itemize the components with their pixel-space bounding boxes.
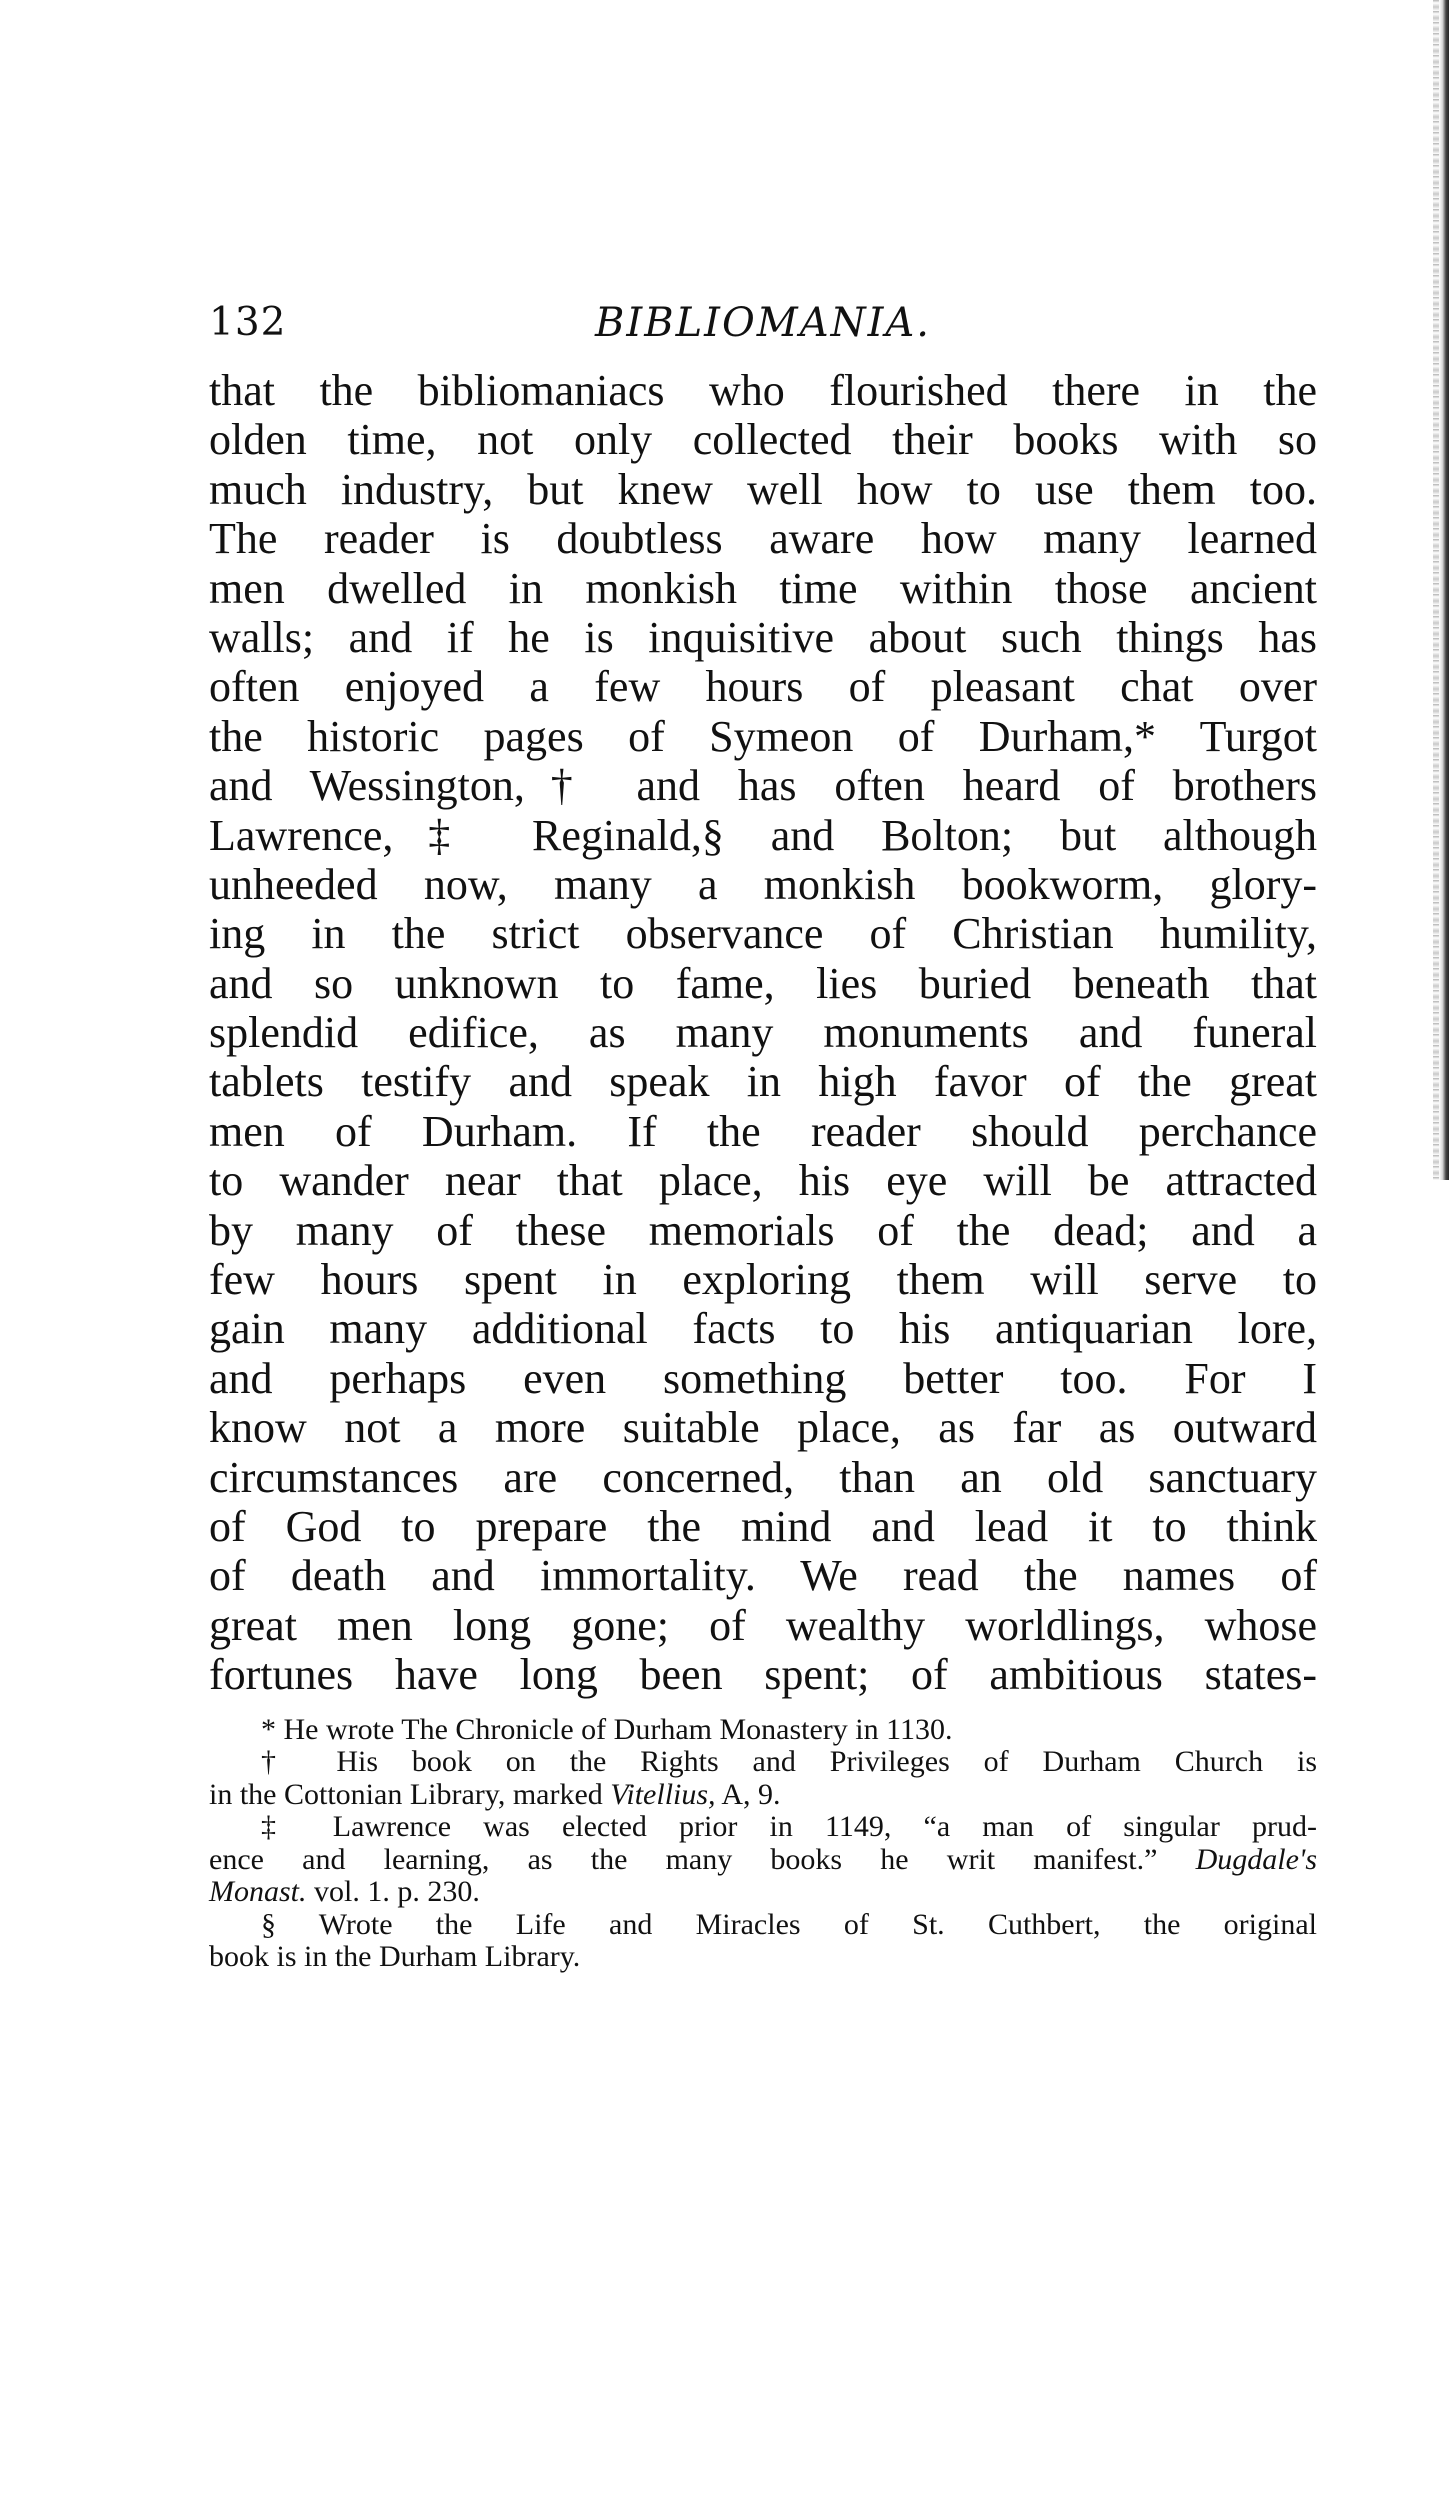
body-line: circumstances are concerned, than an old sanctuary bbox=[209, 1452, 1317, 1502]
running-title: BIBLIOMANIA. bbox=[595, 300, 931, 346]
body-line: to wander near that place, his eye will be attracted bbox=[209, 1156, 1317, 1206]
footnote-text: ence and learning, as the many books he writ manifest.” bbox=[209, 1842, 1196, 1876]
body-line: fortunes have long been spent; of ambitious states- bbox=[209, 1650, 1317, 1700]
body-line: often enjoyed a few hours of pleasant chat over bbox=[209, 662, 1317, 712]
footnote-citation: Monast. bbox=[209, 1875, 307, 1909]
body-paragraph bbox=[209, 366, 1317, 1700]
body-line: tablets testify and speak in high favor of the great bbox=[209, 1057, 1317, 1107]
body-line: olden time, not only collected their books with so bbox=[209, 415, 1317, 465]
body-line: The reader is doubtless aware how many learned bbox=[209, 514, 1317, 564]
body-line: and Wessington,† and has often heard of brothers bbox=[209, 761, 1317, 811]
body-line: men of Durham. If the reader should perchance bbox=[209, 1106, 1317, 1156]
body-line: unheeded now, many a monkish bookworm, glory- bbox=[209, 859, 1317, 909]
footnotes bbox=[209, 1714, 1317, 1974]
body-line: few hours spent in exploring them will serve to bbox=[209, 1255, 1317, 1305]
body-line: ing in the strict observance of Christian humility, bbox=[209, 909, 1317, 959]
footnote-3-line bbox=[209, 1876, 1317, 1909]
page-header bbox=[209, 300, 1317, 356]
footnote-citation: Dugdale's bbox=[1195, 1842, 1317, 1876]
page-edge-shadow bbox=[1439, 0, 1449, 1180]
body-line: of God to prepare the mind and lead it to think bbox=[209, 1501, 1317, 1551]
body-line: and perhaps even something better too. For I bbox=[209, 1353, 1317, 1403]
body-line: the historic pages of Symeon of Durham,* Turgot bbox=[209, 711, 1317, 761]
body-line: of death and immortality. We read the names of bbox=[209, 1551, 1317, 1601]
footnote-4-line: book is in the Durham Library. bbox=[209, 1940, 581, 1974]
body-line: gain many additional facts to his antiquarian lore, bbox=[209, 1304, 1317, 1354]
body-line: know not a more suitable place, as far as outward bbox=[209, 1403, 1317, 1453]
footnote-text: vol. 1. p. 230. bbox=[306, 1875, 480, 1909]
body-line: great men long gone; of wealthy worldlings, whose bbox=[209, 1600, 1317, 1650]
book-page bbox=[209, 300, 1317, 1974]
footnote-text: in the Cottonian Library, marked bbox=[209, 1777, 611, 1811]
body-line: and so unknown to fame, lies buried beneath that bbox=[209, 958, 1317, 1008]
body-line: by many of these memorials of the dead; and a bbox=[209, 1205, 1317, 1255]
footnote-1: * He wrote The Chronicle of Durham Monastery in 1130. bbox=[261, 1712, 953, 1746]
footnote-2-line bbox=[209, 1779, 1317, 1812]
body-line: that the bibliomaniacs who flourished there in the bbox=[209, 366, 1317, 415]
page-number: 132 bbox=[209, 300, 287, 345]
footnote-3-line bbox=[209, 1844, 1317, 1877]
body-line: splendid edifice, as many monuments and funeral bbox=[209, 1008, 1317, 1058]
footnote-4-line: § Wrote the Life and Miracles of St. Cuthbert, the original bbox=[261, 1907, 1317, 1941]
footnote-2-line: † His book on the Rights and Privileges of Durham Church is bbox=[261, 1745, 1317, 1779]
footnote-text: A, 9. bbox=[715, 1777, 781, 1811]
footnote-3-line: ‡ Lawrence was elected prior in 1149, “a man of singular prud- bbox=[261, 1810, 1317, 1844]
body-line: Lawrence,‡ Reginald,§ and Bolton; but although bbox=[209, 810, 1317, 860]
body-line: men dwelled in monkish time within those ancient bbox=[209, 563, 1317, 613]
footnote-citation: Vitellius, bbox=[610, 1777, 716, 1811]
body-line: walls; and if he is inquisitive about such things has bbox=[209, 612, 1317, 662]
body-line: much industry, but knew well how to use them too. bbox=[209, 464, 1317, 514]
